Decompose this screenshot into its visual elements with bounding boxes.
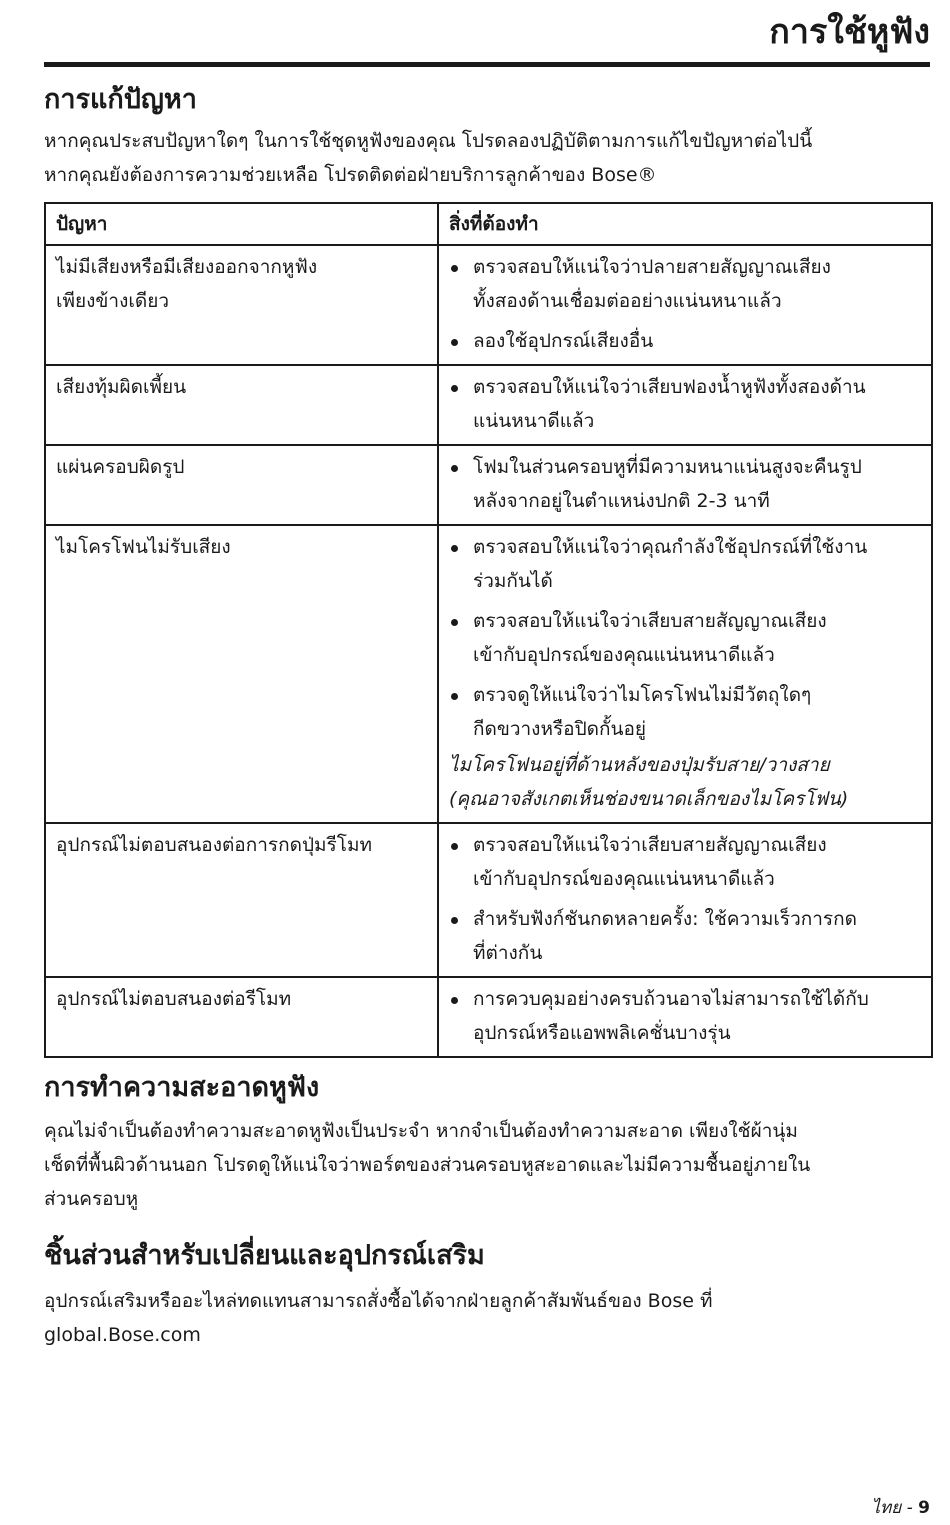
- problem-cell: [45, 365, 438, 445]
- action-cell: [438, 445, 932, 525]
- action-text: ทั้งสองด้านเชื่อมต่ออย่างแน่นหนาแล้ว: [473, 290, 782, 312]
- problem-cell: [45, 823, 438, 977]
- action-item: [449, 250, 923, 318]
- page-footer: [871, 1494, 930, 1521]
- action-text: ตรวจสอบให้แน่ใจว่าปลายสายสัญญาณเสียง: [473, 256, 831, 278]
- action-item: [449, 370, 923, 438]
- action-item: [449, 324, 923, 358]
- table-row: [45, 445, 932, 525]
- problem-text: ไมโครโฟนไม่รับเสียง: [56, 536, 231, 558]
- action-text: เข้ากับอุปกรณ์ของคุณแน่นหนาดีแล้ว: [473, 868, 775, 890]
- action-text: ตรวจดูให้แน่ใจว่าไมโครโฟนไม่มีวัตถุใดๆ: [473, 684, 812, 706]
- intro-line: หากคุณยังต้องการความช่วยเหลือ โปรดติดต่อฝ่ายบริการลูกค้าของ Bose®: [44, 164, 657, 186]
- action-text: ตรวจสอบให้แน่ใจว่าเสียบสายสัญญาณเสียง: [473, 610, 827, 632]
- troubleshooting-intro: [44, 124, 930, 192]
- cleaning-heading: การทำความสะอาดหูฟัง: [44, 1072, 320, 1103]
- action-text: กีดขวางหรือปิดกั้นอยู่: [473, 718, 647, 740]
- action-list: [449, 982, 923, 1050]
- problem-text: เพียงข้างเดียว: [56, 290, 169, 312]
- action-text: ตรวจสอบให้แน่ใจว่าคุณกำลังใช้อุปกรณ์ที่ใช้งาน: [473, 536, 868, 558]
- action-item: [449, 902, 923, 970]
- action-text: ตรวจสอบให้แน่ใจว่าเสียบฟองน้ำหูฟังทั้งสองด้าน: [473, 376, 866, 398]
- page-title: การใช้หูฟัง: [769, 12, 930, 52]
- problem-cell: [45, 245, 438, 365]
- cleaning-line: เช็ดที่พื้นผิวด้านนอก โปรดดูให้แน่ใจว่าพอร์ตของส่วนครอบหูสะอาดและไม่มีความชื้นอยู่ภายใน: [44, 1154, 811, 1176]
- action-item: [449, 828, 923, 896]
- table-row: [45, 823, 932, 977]
- action-item: [449, 604, 923, 672]
- action-text: อุปกรณ์หรือแอพพลิเคชั่นบางรุ่น: [473, 1022, 731, 1044]
- intro-line: หากคุณประสบปัญหาใดๆ ในการใช้ชุดหูฟังของคุณ โปรดลองปฏิบัติตามการแก้ไขปัญหาต่อไปนี้: [44, 130, 813, 152]
- parts-heading: ชิ้นส่วนสำหรับเปลี่ยนและอุปกรณ์เสริม: [44, 1240, 485, 1271]
- footer-separator: -: [901, 1498, 919, 1518]
- action-list: [449, 530, 923, 746]
- parts-text: [44, 1284, 930, 1352]
- action-item: [449, 678, 923, 746]
- microphone-note: [449, 748, 923, 816]
- action-list: [449, 450, 923, 518]
- troubleshooting-table: [44, 202, 933, 1058]
- table-header-row: [45, 203, 932, 245]
- problem-cell: [45, 525, 438, 823]
- action-item: [449, 530, 923, 598]
- action-cell: [438, 823, 932, 977]
- action-text: สำหรับฟังก์ชันกดหลายครั้ง: ใช้ความเร็วการกด: [473, 908, 857, 930]
- cleaning-text: [44, 1114, 930, 1216]
- action-text: ตรวจสอบให้แน่ใจว่าเสียบสายสัญญาณเสียง: [473, 834, 827, 856]
- page-number: 9: [918, 1498, 930, 1518]
- action-item: [449, 450, 923, 518]
- action-text: การควบคุมอย่างครบถ้วนอาจไม่สามารถใช้ได้กับ: [473, 988, 869, 1010]
- cleaning-line: คุณไม่จำเป็นต้องทำความสะอาดหูฟังเป็นประจำ หากจำเป็นต้องทำความสะอาด เพียงใช้ผ้านุ่ม: [44, 1120, 798, 1142]
- website-link[interactable]: global.Bose.com: [44, 1324, 201, 1346]
- note-text: ไมโครโฟนอยู่ที่ด้านหลังของปุ่มรับสาย/วางสาย: [449, 754, 830, 776]
- table-body: [45, 245, 932, 1057]
- action-list: [449, 370, 923, 438]
- column-header-problem: ปัญหา: [45, 203, 438, 245]
- table-row: [45, 365, 932, 445]
- table-row: [45, 977, 932, 1057]
- action-text: หลังจากอยู่ในตำแหน่งปกติ 2-3 นาที: [473, 490, 770, 512]
- action-list: [449, 250, 923, 358]
- table-row: [45, 245, 932, 365]
- table-row: [45, 525, 932, 823]
- footer-language: ไทย: [871, 1498, 902, 1518]
- problem-text: ไม่มีเสียงหรือมีเสียงออกจากหูฟัง: [56, 256, 318, 278]
- action-text: โฟมในส่วนครอบหูที่มีความหนาแน่นสูงจะคืนรูป: [473, 456, 862, 478]
- action-cell: [438, 365, 932, 445]
- column-header-action: สิ่งที่ต้องทำ: [438, 203, 932, 245]
- problem-text: แผ่นครอบผิดรูป: [56, 456, 185, 478]
- problem-cell: [45, 977, 438, 1057]
- problem-text: อุปกรณ์ไม่ตอบสนองต่อรีโมท: [56, 988, 292, 1010]
- action-list: [449, 828, 923, 970]
- cleaning-line: ส่วนครอบหู: [44, 1188, 139, 1210]
- action-cell: [438, 977, 932, 1057]
- note-text: (คุณอาจสังเกตเห็นช่องขนาดเล็กของไมโครโฟน): [449, 788, 849, 810]
- problem-text: อุปกรณ์ไม่ตอบสนองต่อการกดปุ่มรีโมท: [56, 834, 372, 856]
- action-item: [449, 982, 923, 1050]
- action-text: ลองใช้อุปกรณ์เสียงอื่น: [473, 330, 654, 352]
- action-text: ร่วมกันได้: [473, 570, 553, 592]
- problem-text: เสียงทุ้มผิดเพี้ยน: [56, 376, 187, 398]
- problem-cell: [45, 445, 438, 525]
- action-text: ที่ต่างกัน: [473, 942, 543, 964]
- action-text: เข้ากับอุปกรณ์ของคุณแน่นหนาดีแล้ว: [473, 644, 775, 666]
- page-header: [44, 6, 930, 67]
- parts-line: อุปกรณ์เสริมหรืออะไหล่ทดแทนสามารถสั่งซื้อได้จากฝ่ายลูกค้าสัมพันธ์ของ Bose ที่: [44, 1290, 713, 1312]
- action-text: แน่นหนาดีแล้ว: [473, 410, 595, 432]
- action-cell: [438, 245, 932, 365]
- troubleshooting-heading: การแก้ปัญหา: [44, 84, 197, 115]
- action-cell: [438, 525, 932, 823]
